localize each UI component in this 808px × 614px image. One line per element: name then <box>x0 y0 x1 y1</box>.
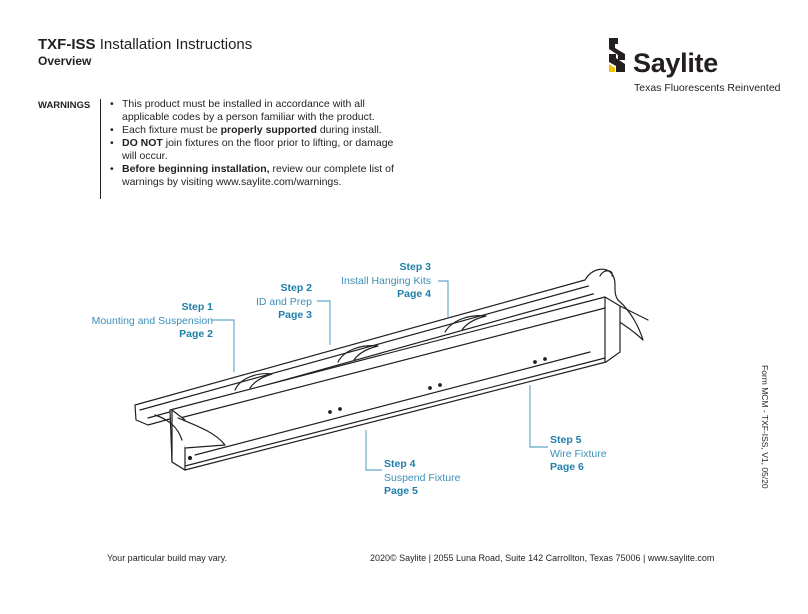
warning-item: • Before beginning installation, review our complete list of warnings by visiting www.saylite.com/warnings. <box>110 163 395 189</box>
title-text: Installation Instructions <box>99 36 253 53</box>
footer-note: Your particular build may vary. <box>107 553 228 563</box>
form-code: Form MCM - TXF-ISS, V1, 05/20 <box>760 365 770 489</box>
step-4-callout: Step 4 Suspend Fixture Page 5 <box>384 458 461 497</box>
step-2-callout: Step 2 ID and Prep Page 3 <box>255 282 312 321</box>
warning-item: • Each fixture must be properly supported during install. <box>110 124 395 137</box>
step-1-callout: Step 1 Mounting and Suspension Page 2 <box>91 301 213 340</box>
step-3-callout: Step 3 Install Hanging Kits Page 4 <box>341 261 431 300</box>
logo-wordmark: Saylite <box>633 48 718 78</box>
footer-company: 2020© Saylite | 2055 Luna Road, Suite 142 Carrollton, Texas 75006 | www.saylite.com <box>370 553 715 563</box>
warning-item: • This product must be installed in accordance with all applicable codes by a person familiar with the product. <box>110 98 395 124</box>
model-code: TXF-ISS <box>38 36 96 53</box>
page-subtitle: Overview <box>38 54 92 68</box>
warning-item: • DO NOT join fixtures on the floor prior to lifting, or damage will occur. <box>110 137 395 163</box>
step-5-callout: Step 5 Wire Fixture Page 6 <box>550 434 607 473</box>
logo-tagline: Texas Fluorescents Reinvented <box>634 82 781 94</box>
warnings-label: WARNINGS <box>38 100 91 111</box>
